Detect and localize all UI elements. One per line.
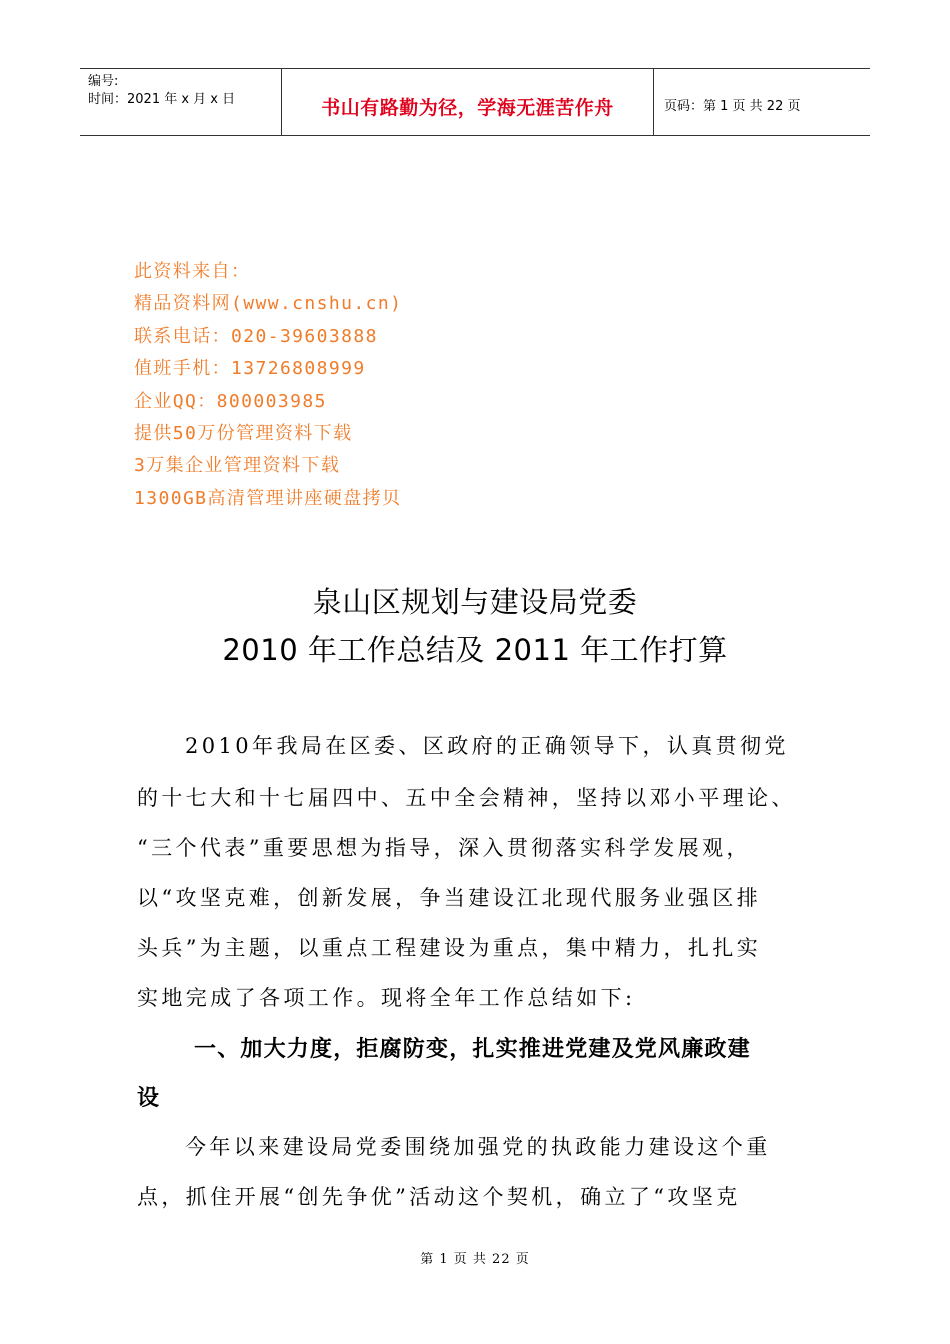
- document-title-line1: 泉山区规划与建设局党委: [312, 585, 638, 619]
- header-page-cell: [654, 69, 870, 135]
- promo-line: 此资料来自：: [134, 261, 251, 282]
- paragraph-line: “三个代表”重要思想为指导，深入贯彻落实科学发展观，: [137, 836, 751, 860]
- header-motto: 书山有路勤为径，学海无涯苦作舟: [321, 97, 614, 119]
- document-title-line2: 2010 年工作总结及 2011 年工作打算: [222, 633, 728, 667]
- promo-block: [134, 256, 402, 515]
- promo-line: 联系电话：020-39603888: [134, 325, 378, 347]
- section-heading-line1: 一、加大力度，拒腐防变，扎实推进党建及党风廉政建: [194, 1037, 751, 1062]
- doc-number-label: 编号:: [88, 74, 119, 89]
- paragraph-line: 2010年我局在区委、区政府的正确领导下，认真贯彻党: [185, 734, 789, 758]
- paragraph-line: 的十七大和十七届四中、五中全会精神，坚持以邓小平理论、: [137, 786, 796, 810]
- document-header: [80, 68, 870, 136]
- paragraph-line: 今年以来建设局党委围绕加强党的执政能力建设这个重: [185, 1135, 771, 1159]
- page-footer: 第 1 页 共 22 页: [420, 1252, 530, 1267]
- promo-line: 提供50万份管理资料下载: [134, 423, 353, 445]
- promo-line: 精品资料网(www.cnshu.cn): [134, 293, 403, 315]
- promo-line: 值班手机：13726808999: [134, 358, 366, 380]
- paragraph-line: 点，抓住开展“创先争优”活动这个契机，确立了“攻坚克: [137, 1185, 741, 1209]
- section-heading-line2: 设: [137, 1086, 161, 1111]
- doc-time-label: 时间：2021 年 x 月 x 日: [88, 92, 236, 107]
- paragraph-line: 以“攻坚克难，创新发展，争当建设江北现代服务业强区排: [137, 886, 762, 910]
- paragraph-line: 头兵”为主题，以重点工程建设为重点，集中精力，扎扎实: [137, 936, 762, 960]
- promo-line: 3万集企业管理资料下载: [134, 455, 341, 477]
- promo-line: 企业QQ：800003985: [134, 390, 327, 412]
- header-motto-cell: [282, 69, 654, 135]
- header-page-info: 页码：第 1 页 共 22 页: [664, 99, 801, 114]
- header-meta-cell: [80, 69, 282, 135]
- promo-line: 1300GB高清管理讲座硬盘拷贝: [134, 487, 402, 509]
- paragraph-line: 实地完成了各项工作。现将全年工作总结如下:: [137, 986, 636, 1010]
